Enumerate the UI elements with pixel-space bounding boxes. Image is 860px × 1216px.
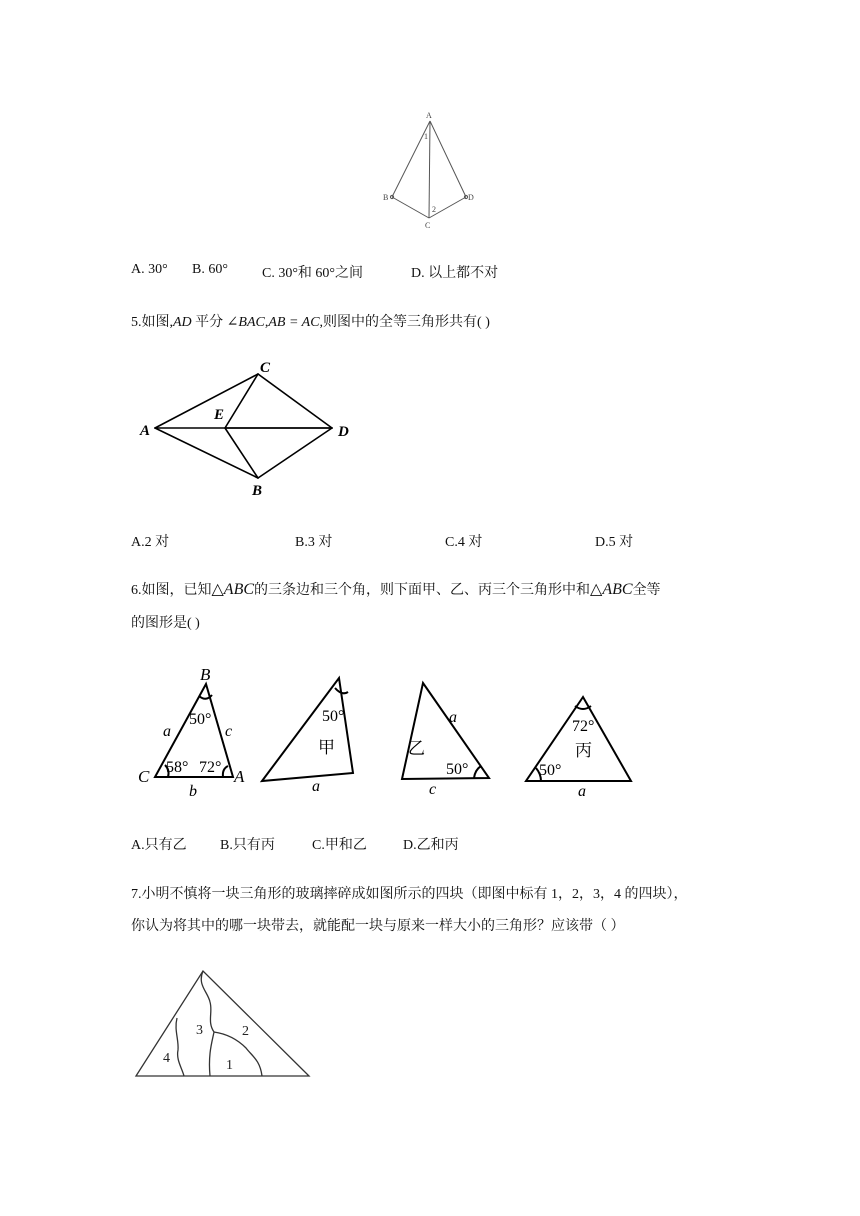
q6-text-a: 6.如图，已知 (131, 583, 212, 598)
q5-option-d[interactable]: D.5 对 (595, 535, 634, 550)
q5-comma: , (264, 315, 269, 330)
q5-mid: 平分 (191, 315, 227, 330)
fig4-label-b: B (383, 193, 389, 202)
fig6-orig-side-b: b (189, 783, 197, 800)
fig5-label-c: C (260, 360, 271, 376)
q5-question (131, 311, 490, 331)
q5-angle-bac: ∠BAC (226, 315, 265, 330)
figure-q5-quadrilateral (135, 355, 360, 500)
fig6-bing-angle-left: 50° (539, 762, 562, 779)
fig6-orig-angle-b: 50° (189, 711, 212, 728)
q6-option-b[interactable]: B.只有丙 (220, 838, 275, 853)
q5-option-c[interactable]: C.4 对 (445, 535, 483, 550)
fig4-label-2: 2 (432, 205, 436, 214)
q5-ad: AD (173, 315, 192, 330)
fig6-bing-name: 丙 (575, 741, 592, 760)
fig5-label-e: E (214, 407, 225, 423)
fig7-piece-4: 4 (163, 1051, 170, 1066)
q5-prefix: 5.如图, (131, 315, 173, 330)
q4-option-c[interactable]: C. 30°和 60°之间 (262, 266, 364, 281)
fig5-label-b: B (252, 483, 263, 499)
fig6-jia-name: 甲 (318, 738, 335, 757)
q6-option-d[interactable]: D.乙和丙 (403, 838, 459, 853)
fig6-yi-side-c: c (429, 781, 437, 798)
fig4-label-c: C (425, 221, 431, 230)
q7-question-line1: 7.小明不慎将一块三角形的玻璃摔碎成如图所示的四块（即图中标有 1，2，3，4 的四块）， (131, 887, 688, 902)
fig4-label-a: A (426, 111, 432, 120)
fig6-orig-side-a: a (163, 723, 171, 740)
q6-text-b: 的三条边和三个角，则下面甲、乙、丙三个三角形中和 (254, 583, 591, 598)
fig6-orig-a: A (234, 767, 245, 786)
fig6-jia-side: a (312, 778, 320, 795)
fig5-label-a: A (140, 423, 151, 439)
fig4-label-1: 1 (424, 132, 428, 141)
q6-question-line2: 的图形是( ) (131, 616, 200, 631)
fig6-orig-side-c: c (225, 723, 233, 740)
q6-triangle-abc-2: △ABC (590, 581, 633, 598)
q6-option-c[interactable]: C.甲和乙 (312, 838, 367, 853)
fig6-orig-angle-c: 58° (166, 759, 189, 776)
fig6-yi-side-a: a (449, 709, 457, 726)
figure-q6-triangles (130, 660, 640, 800)
figure-q4-kite (380, 108, 480, 233)
q5-suffix: ,则图中的全等三角形共有( ) (319, 315, 490, 330)
fig6-bing-side: a (578, 783, 586, 800)
fig6-bing-angle-top: 72° (572, 718, 595, 735)
q6-option-a[interactable]: A.只有乙 (131, 838, 187, 853)
q5-option-a[interactable]: A.2 对 (131, 535, 170, 550)
fig6-orig-b: B (200, 665, 211, 684)
q4-option-d[interactable]: D. 以上都不对 (411, 266, 499, 281)
q7-question-line2: 你认为将其中的哪一块带去，就能配一块与原来一样大小的三角形？应该带（ ） (131, 919, 625, 934)
fig5-label-d: D (338, 424, 349, 440)
q6-triangle-abc-1: △ABC (211, 581, 255, 598)
q5-option-b[interactable]: B.3 对 (295, 535, 333, 550)
fig4-label-d: D (468, 193, 474, 202)
figure-q7-broken-glass (130, 960, 315, 1085)
fig6-orig-angle-a: 72° (199, 759, 222, 776)
q4-option-b[interactable]: B. 60° (192, 262, 228, 277)
fig6-orig-c: C (138, 767, 150, 786)
fig6-yi-angle: 50° (446, 761, 469, 778)
q4-option-a[interactable]: A. 30° (131, 262, 168, 277)
fig7-piece-2: 2 (242, 1024, 249, 1039)
fig7-piece-3: 3 (196, 1023, 203, 1038)
fig6-jia-angle: 50° (322, 708, 345, 725)
fig6-yi-name: 乙 (408, 739, 425, 758)
q5-ab-ac: AB = AC (268, 315, 320, 330)
fig7-piece-1: 1 (226, 1058, 233, 1073)
q6-text-c: 全等 (632, 583, 661, 598)
q6-question-line1 (131, 579, 661, 599)
